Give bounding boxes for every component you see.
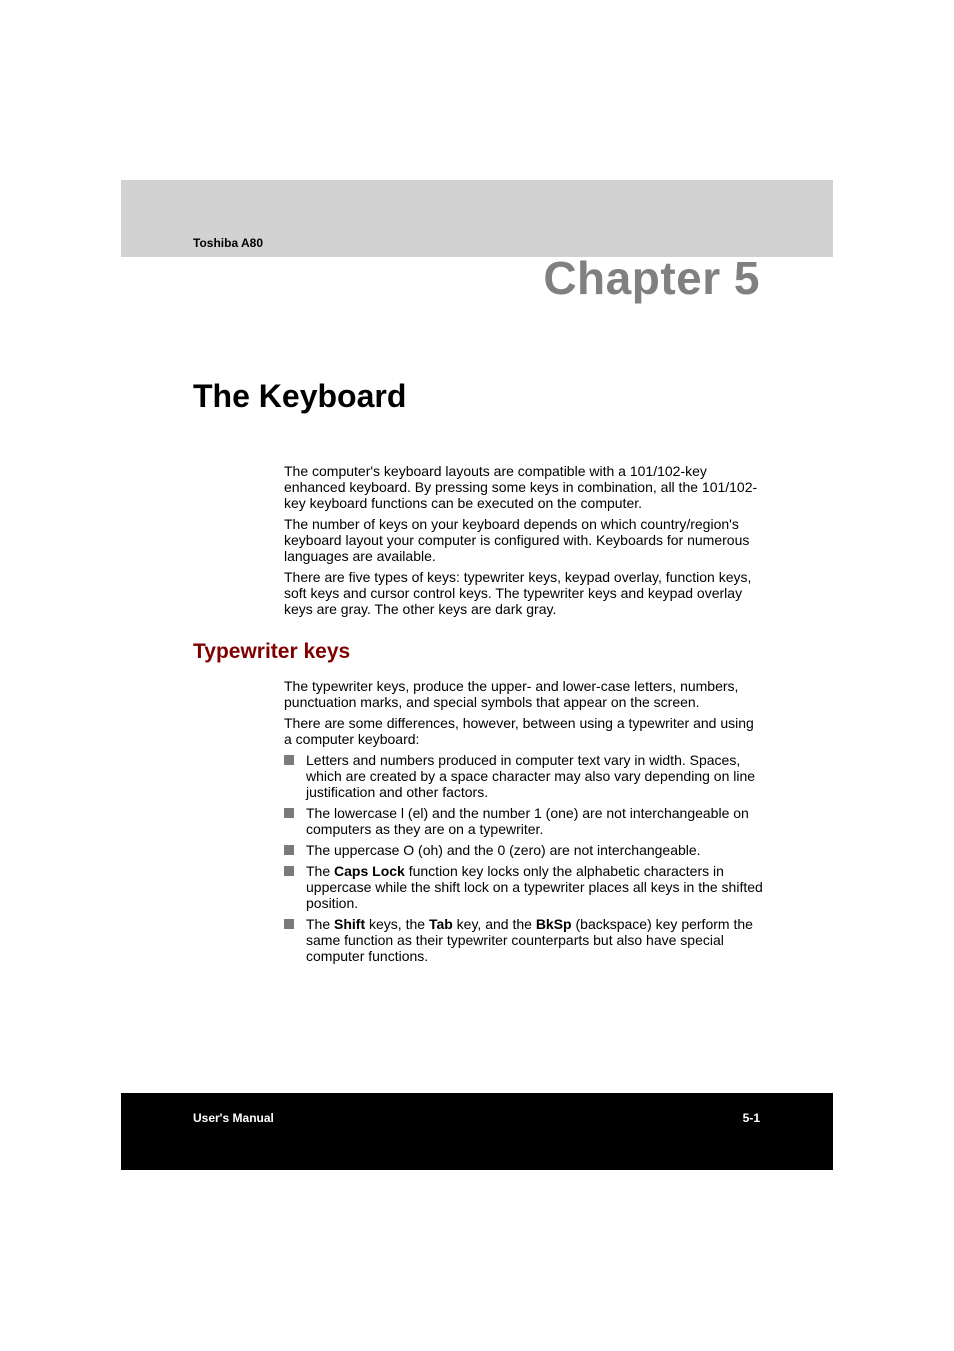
square-bullet-icon — [284, 755, 294, 765]
square-bullet-icon — [284, 808, 294, 818]
header-product: Toshiba A80 — [193, 236, 264, 250]
intro-paragraph-1: The computer's keyboard layouts are compatible with a 101/102-key enhanced keyboard. By pressing some keys in combination, all the 101/102-key keyboard functions can be executed on the computer. — [284, 463, 758, 511]
bullet-text: The lowercase l (el) and the number 1 (one) are not interchangeable on computers as they are on a typewriter. — [306, 805, 749, 837]
bullet-text-pre: The — [306, 916, 335, 932]
key-name-shift: Shift — [334, 916, 366, 932]
footer-page-number: 5-1 — [742, 1111, 760, 1125]
chapter-heading: Chapter 5 — [543, 252, 760, 304]
list-item — [284, 863, 764, 911]
section-paragraph-2: There are some differences, however, between using a typewriter and using a computer keyboard: — [284, 715, 754, 747]
bullet-text-mid: keys, the — [365, 916, 429, 932]
bullet-text-pre: The — [306, 863, 335, 879]
key-name-bksp: BkSp — [535, 916, 572, 932]
page-title: The Keyboard — [193, 378, 407, 414]
list-item — [284, 916, 764, 964]
list-item — [284, 842, 764, 858]
intro-paragraph-3: There are five types of keys: typewriter keys, keypad overlay, function keys, soft keys and cursor control keys. The typewriter keys and keypad overlay keys are gray. The other keys are dark gray. — [284, 569, 752, 617]
bullet-text-post: function key locks only the alphabetic characters in uppercase while the shift lock on a typewriter places all keys in the shifted position. — [306, 863, 763, 911]
bullet-text: The uppercase O (oh) and the 0 (zero) are not interchangeable. — [306, 842, 701, 858]
list-item — [284, 752, 764, 800]
list-item — [284, 805, 764, 837]
section-title: Typewriter keys — [193, 640, 351, 663]
intro-paragraph-2: The number of keys on your keyboard depends on which country/region's keyboard layout your computer is configured with. Keyboards for numerous languages are available. — [284, 516, 750, 564]
section-paragraph-1: The typewriter keys, produce the upper- and lower-case letters, numbers, punctuation marks, and special symbols that appear on the screen. — [284, 678, 739, 710]
footer-band — [121, 1093, 833, 1170]
square-bullet-icon — [284, 866, 294, 876]
bullet-text-post: (backspace) key perform the same function as their typewriter counterparts but also have special computer functions. — [306, 916, 753, 964]
footer-manual-label: User's Manual — [193, 1111, 274, 1125]
bullet-text-mid: key, and the — [452, 916, 536, 932]
bullet-text: Letters and numbers produced in computer text vary in width. Spaces, which are created by a space character may also vary depending on line justification and other factors. — [306, 752, 756, 800]
key-name-caps-lock: Caps Lock — [334, 863, 405, 879]
square-bullet-icon — [284, 845, 294, 855]
key-name-tab: Tab — [428, 916, 453, 932]
bullet-list — [284, 752, 764, 969]
square-bullet-icon — [284, 919, 294, 929]
